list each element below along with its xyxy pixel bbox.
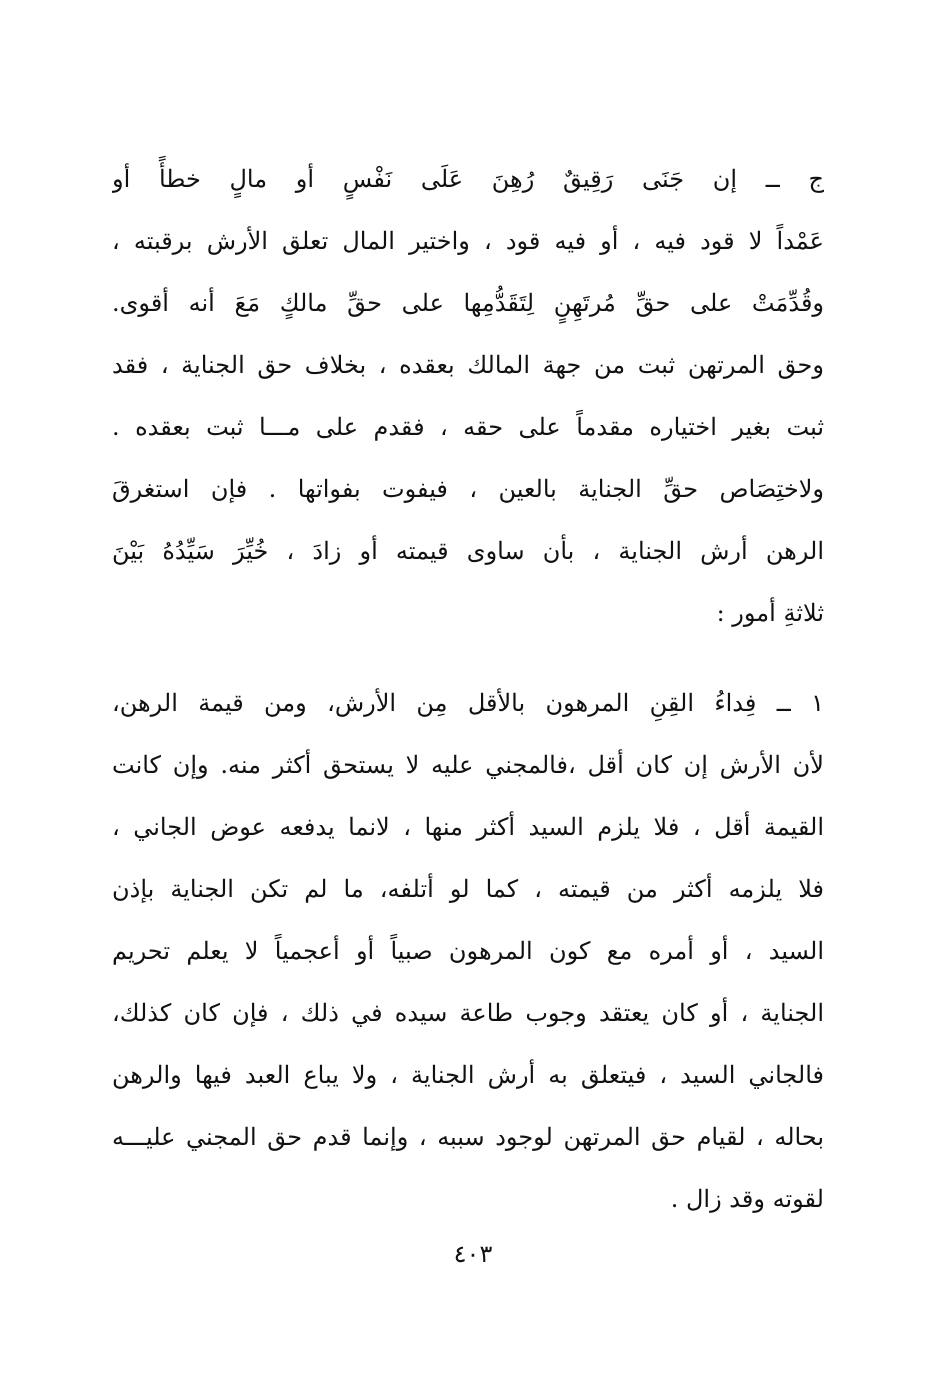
- paragraph-1: [112, 148, 824, 644]
- text-line: وحق المرتهن ثبت من جهة المالك بعقده ، بخلاف حق الجناية ، فقد: [112, 351, 824, 379]
- body-text: [112, 148, 824, 1230]
- paragraph-spacer: [112, 644, 824, 672]
- text-line: لأن الأرش إن كان أقل ،فالمجني عليه لا يستحق أكثر منه. وإن كانت: [112, 751, 824, 779]
- text-line: السيد ، أو أمره مع كون المرهون صبياً أو أعجمياً لا يعلم تحريم: [112, 937, 824, 965]
- text-line: وقُدِّمَتْ على حقِّ مُرتَهِنٍ لِتَقَدُّمِها على حقِّ مالكٍ مَعَ أنه أقوى.: [112, 289, 824, 317]
- text-line: عَمْداً لا قود فيه ، أو فيه قود ، واختير المال تعلق الأرش برقبته ،: [112, 227, 824, 255]
- text-line: الجناية ، أو كان يعتقد وجوب طاعة سيده في ذلك ، فإن كان كذلك،: [112, 999, 824, 1027]
- text-line: بحاله ، لقيام حق المرتهن لوجود سببه ، وإنما قدم حق المجني عليـــه: [112, 1123, 824, 1151]
- paragraph-2: [112, 672, 824, 1230]
- text-line: ثلاثةِ أمور :: [716, 599, 824, 627]
- text-line: ج ــ إن جَنَى رَقِيقٌ رُهِنَ عَلَى نَفْسٍ أو مالٍ خطأً أو: [112, 165, 824, 193]
- page-number: ٤٠٣: [453, 1240, 493, 1268]
- text-line: لقوته وقد زال .: [670, 1185, 824, 1213]
- text-line: ١ ــ فِداءُ القِنِ المرهون بالأقل مِن الأرش، ومن قيمة الرهن،: [112, 689, 824, 717]
- text-line: ثبت بغير اختياره مقدماً على حقه ، فقدم على مـــا ثبت بعقده .: [112, 413, 824, 441]
- text-line: القيمة أقل ، فلا يلزم السيد أكثر منها ، لانما يدفعه عوض الجاني ،: [112, 813, 824, 841]
- text-line: فلا يلزمه أكثر من قيمته ، كما لو أتلفه، ما لم تكن الجناية بإذن: [112, 875, 824, 903]
- text-line: فالجاني السيد ، فيتعلق به أرش الجناية ، ولا يباع العبد فيها والرهن: [112, 1061, 824, 1089]
- text-line: ولاختِصَاص حقِّ الجناية بالعين ، فيفوت بفواتها . فإن استغرقَ: [112, 475, 824, 503]
- text-line: الرهن أرش الجناية ، بأن ساوى قيمته أو زادَ ، خُيِّرَ سَيِّدُهُ بَيْنَ: [112, 537, 824, 565]
